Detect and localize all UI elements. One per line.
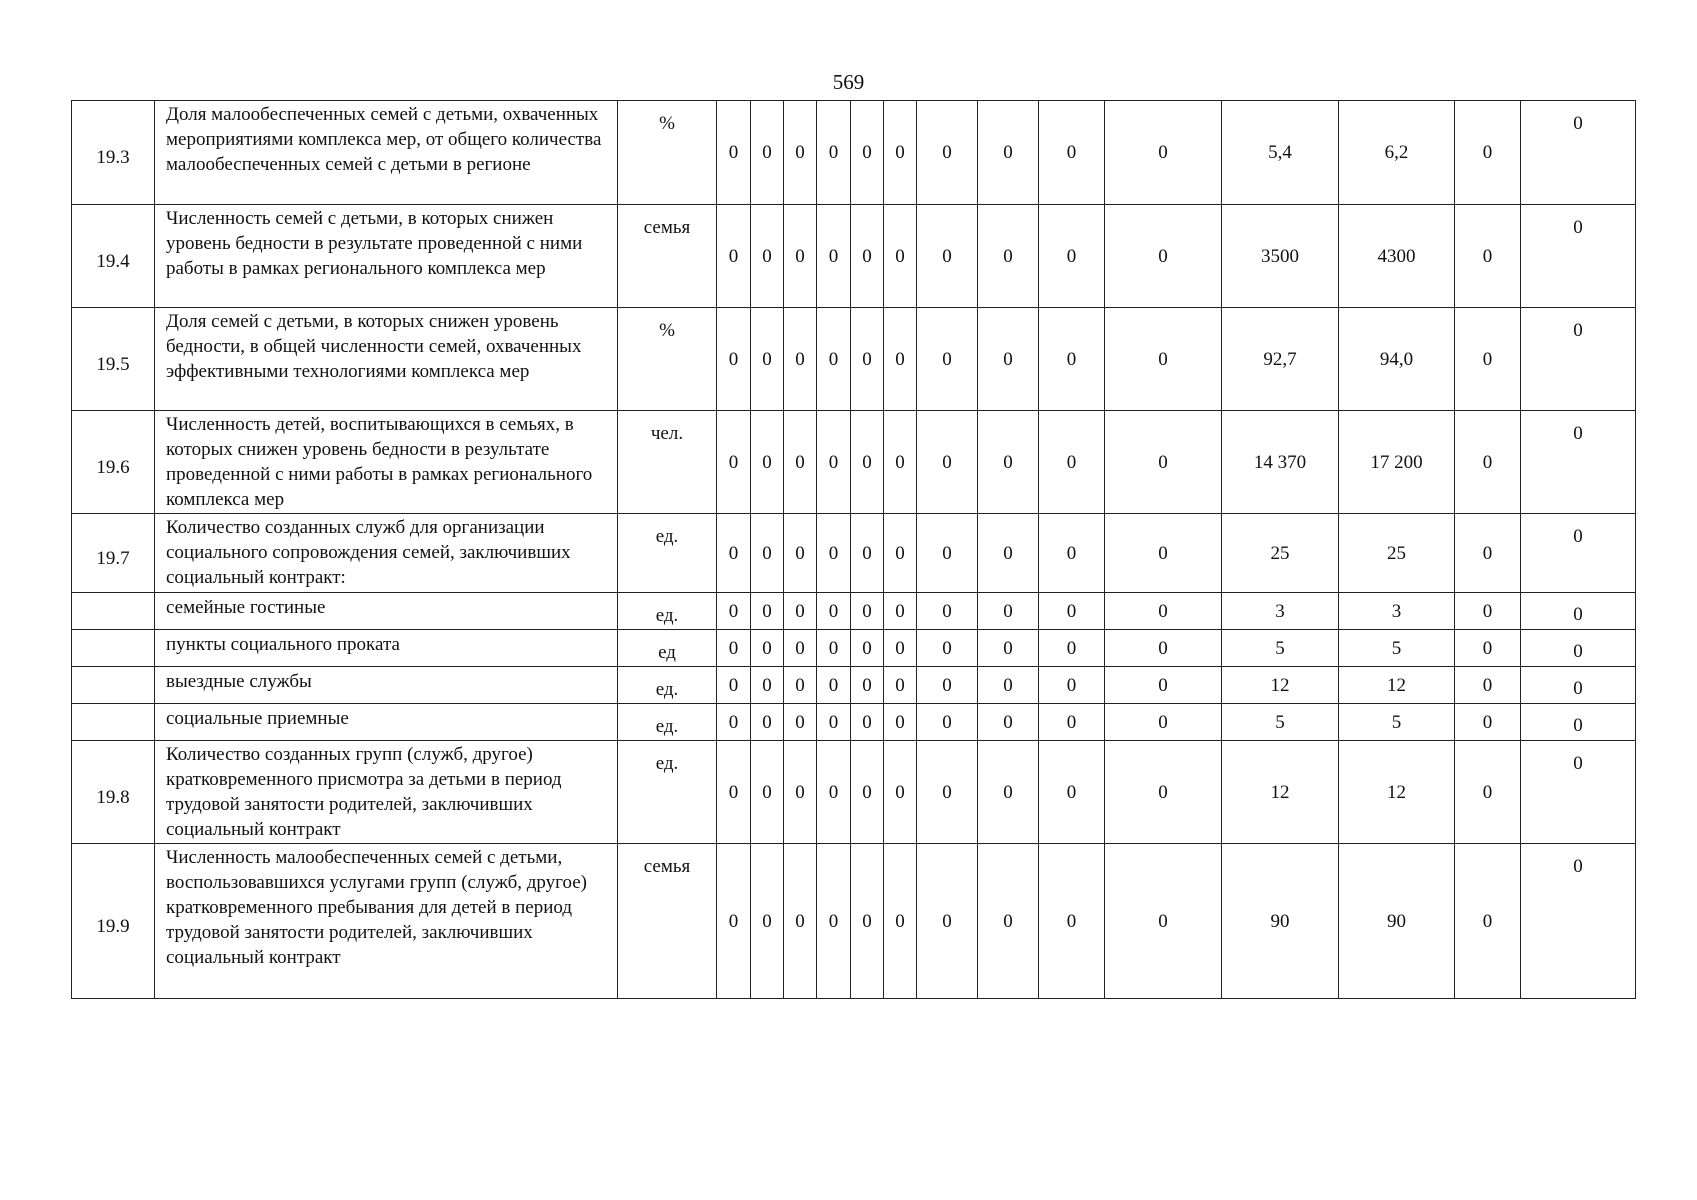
value-cell-last: 0 — [1521, 514, 1636, 593]
value-cell: 0 — [1105, 704, 1222, 741]
value-cell: 0 — [1455, 593, 1521, 630]
value-cell: 0 — [884, 308, 917, 411]
unit-of-measure: ед. — [618, 514, 717, 593]
value-cell: 0 — [851, 308, 884, 411]
indicator-name: Численность детей, воспитывающихся в семьях, в которых снижен уровень бедности в результате проведенной с ними работы в рамках регионального комплекса мер — [155, 411, 618, 514]
value-cell: 0 — [817, 411, 851, 514]
unit-of-measure: ед. — [618, 741, 717, 844]
value-cell: 0 — [917, 844, 978, 999]
value-cell: 0 — [884, 630, 917, 667]
value-cell-last: 0 — [1521, 630, 1636, 667]
value-cell: 0 — [817, 667, 851, 704]
value-cell: 0 — [717, 101, 751, 205]
value-cell-last: 0 — [1521, 411, 1636, 514]
value-cell: 0 — [784, 308, 817, 411]
value-cell: 6,2 — [1339, 101, 1455, 205]
value-cell-last: 0 — [1521, 593, 1636, 630]
value-cell: 0 — [817, 630, 851, 667]
value-cell: 0 — [1455, 667, 1521, 704]
value-cell: 0 — [884, 593, 917, 630]
value-cell: 0 — [884, 741, 917, 844]
value-cell: 0 — [1455, 101, 1521, 205]
value-cell: 0 — [1455, 630, 1521, 667]
value-cell: 0 — [784, 630, 817, 667]
value-cell: 0 — [978, 514, 1039, 593]
value-cell: 0 — [884, 667, 917, 704]
value-cell: 0 — [851, 704, 884, 741]
unit-of-measure: чел. — [618, 411, 717, 514]
value-cell: 0 — [1105, 630, 1222, 667]
value-cell: 0 — [784, 741, 817, 844]
row-number: 19.5 — [72, 308, 155, 411]
value-cell: 0 — [1105, 741, 1222, 844]
value-cell: 0 — [817, 101, 851, 205]
value-cell: 0 — [1039, 593, 1105, 630]
value-cell: 0 — [884, 205, 917, 308]
value-cell: 0 — [917, 514, 978, 593]
value-cell: 0 — [978, 205, 1039, 308]
value-cell: 5 — [1222, 630, 1339, 667]
value-cell: 5,4 — [1222, 101, 1339, 205]
value-cell: 0 — [1039, 667, 1105, 704]
value-cell: 0 — [1455, 514, 1521, 593]
value-cell: 0 — [851, 411, 884, 514]
value-cell: 0 — [1039, 308, 1105, 411]
unit-of-measure: ед. — [618, 667, 717, 704]
value-cell: 0 — [717, 593, 751, 630]
value-cell: 0 — [717, 704, 751, 741]
value-cell: 0 — [978, 411, 1039, 514]
indicator-name: Доля семей с детьми, в которых снижен уровень бедности, в общей численности семей, охваченных эффективными технологиями комплекса мер — [155, 308, 618, 411]
value-cell-last: 0 — [1521, 844, 1636, 999]
value-cell: 0 — [917, 630, 978, 667]
value-cell: 0 — [717, 741, 751, 844]
value-cell: 0 — [1039, 411, 1105, 514]
value-cell: 0 — [717, 667, 751, 704]
unit-of-measure: % — [618, 101, 717, 205]
table-row — [72, 205, 1636, 308]
value-cell: 0 — [784, 667, 817, 704]
value-cell: 0 — [851, 205, 884, 308]
unit-of-measure: ед. — [618, 704, 717, 741]
indicator-name: Количество созданных служб для организации социального сопровождения семей, заключивших социальный контракт: — [155, 514, 618, 593]
value-cell: 0 — [917, 741, 978, 844]
value-cell: 0 — [784, 844, 817, 999]
value-cell: 0 — [978, 667, 1039, 704]
row-number: 19.4 — [72, 205, 155, 308]
value-cell: 25 — [1222, 514, 1339, 593]
value-cell: 0 — [751, 308, 784, 411]
row-number: 19.9 — [72, 844, 155, 999]
row-number: 19.8 — [72, 741, 155, 844]
value-cell: 0 — [1105, 308, 1222, 411]
value-cell: 0 — [1039, 630, 1105, 667]
value-cell: 0 — [884, 101, 917, 205]
value-cell: 0 — [1039, 844, 1105, 999]
value-cell-last: 0 — [1521, 667, 1636, 704]
value-cell: 0 — [851, 630, 884, 667]
value-cell: 0 — [1455, 704, 1521, 741]
indicator-name: выездные службы — [155, 667, 618, 704]
value-cell: 0 — [751, 205, 784, 308]
value-cell: 0 — [884, 411, 917, 514]
value-cell: 0 — [1105, 514, 1222, 593]
row-number — [72, 667, 155, 704]
value-cell: 0 — [884, 514, 917, 593]
value-cell: 0 — [917, 101, 978, 205]
value-cell: 12 — [1222, 667, 1339, 704]
value-cell: 0 — [751, 741, 784, 844]
value-cell: 5 — [1339, 630, 1455, 667]
value-cell: 0 — [717, 205, 751, 308]
value-cell: 0 — [917, 205, 978, 308]
value-cell-last: 0 — [1521, 205, 1636, 308]
value-cell: 0 — [784, 514, 817, 593]
unit-of-measure: ед — [618, 630, 717, 667]
value-cell: 0 — [1105, 411, 1222, 514]
table-row — [72, 593, 1636, 630]
value-cell: 0 — [851, 593, 884, 630]
indicators-table — [71, 100, 1636, 999]
value-cell: 0 — [917, 667, 978, 704]
value-cell: 0 — [917, 593, 978, 630]
table-row — [72, 630, 1636, 667]
table-row — [72, 704, 1636, 741]
value-cell: 0 — [817, 308, 851, 411]
value-cell: 25 — [1339, 514, 1455, 593]
value-cell: 0 — [1105, 101, 1222, 205]
indicator-name: социальные приемные — [155, 704, 618, 741]
value-cell: 0 — [751, 514, 784, 593]
indicator-name: Численность малообеспеченных семей с детьми, воспользовавшихся услугами групп (служб, другое) кратковременного пребывания для детей в период трудовой занятости родителей, заключивших социальный контракт — [155, 844, 618, 999]
value-cell: 0 — [978, 630, 1039, 667]
page-number: 569 — [832, 70, 865, 94]
table-body — [72, 101, 1636, 999]
value-cell: 0 — [817, 844, 851, 999]
value-cell-last: 0 — [1521, 101, 1636, 205]
value-cell-last: 0 — [1521, 704, 1636, 741]
value-cell: 0 — [717, 630, 751, 667]
value-cell: 0 — [784, 205, 817, 308]
value-cell: 0 — [917, 308, 978, 411]
value-cell: 0 — [1039, 101, 1105, 205]
value-cell: 92,7 — [1222, 308, 1339, 411]
value-cell: 0 — [884, 844, 917, 999]
value-cell: 0 — [751, 844, 784, 999]
value-cell: 0 — [751, 704, 784, 741]
value-cell-last: 0 — [1521, 741, 1636, 844]
table-row — [72, 844, 1636, 999]
value-cell: 0 — [1105, 844, 1222, 999]
value-cell: 90 — [1339, 844, 1455, 999]
value-cell: 0 — [817, 593, 851, 630]
value-cell: 3 — [1339, 593, 1455, 630]
value-cell: 12 — [1222, 741, 1339, 844]
value-cell: 12 — [1339, 667, 1455, 704]
indicator-name: Численность семей с детьми, в которых снижен уровень бедности в результате проведенной с ними работы в рамках регионального комплекса мер — [155, 205, 618, 308]
value-cell: 14 370 — [1222, 411, 1339, 514]
value-cell: 0 — [751, 667, 784, 704]
value-cell: 0 — [1039, 741, 1105, 844]
value-cell: 0 — [817, 704, 851, 741]
table-row — [72, 741, 1636, 844]
value-cell: 0 — [717, 308, 751, 411]
value-cell: 0 — [851, 844, 884, 999]
value-cell: 0 — [817, 205, 851, 308]
value-cell: 0 — [817, 741, 851, 844]
row-number: 19.6 — [72, 411, 155, 514]
unit-of-measure: % — [618, 308, 717, 411]
value-cell: 0 — [751, 630, 784, 667]
indicator-name: Количество созданных групп (служб, другое) кратковременного присмотра за детьми в период трудовой занятости родителей, заключивших социальный контракт — [155, 741, 618, 844]
value-cell: 5 — [1339, 704, 1455, 741]
value-cell: 0 — [1105, 205, 1222, 308]
table-row — [72, 514, 1636, 593]
value-cell: 94,0 — [1339, 308, 1455, 411]
value-cell: 0 — [1105, 667, 1222, 704]
table-row — [72, 101, 1636, 205]
row-number — [72, 704, 155, 741]
value-cell: 0 — [751, 411, 784, 514]
value-cell: 17 200 — [1339, 411, 1455, 514]
value-cell: 0 — [784, 411, 817, 514]
value-cell: 0 — [884, 704, 917, 741]
value-cell: 0 — [978, 844, 1039, 999]
value-cell: 0 — [1455, 205, 1521, 308]
value-cell: 0 — [1455, 741, 1521, 844]
indicator-name: пункты социального проката — [155, 630, 618, 667]
row-number: 19.7 — [72, 514, 155, 593]
value-cell: 4300 — [1339, 205, 1455, 308]
value-cell: 0 — [1105, 593, 1222, 630]
value-cell: 0 — [978, 101, 1039, 205]
value-cell: 0 — [1455, 844, 1521, 999]
value-cell: 0 — [751, 101, 784, 205]
unit-of-measure: семья — [618, 205, 717, 308]
value-cell: 0 — [978, 308, 1039, 411]
row-number — [72, 593, 155, 630]
value-cell: 0 — [784, 593, 817, 630]
value-cell: 0 — [1455, 411, 1521, 514]
row-number — [72, 630, 155, 667]
value-cell: 5 — [1222, 704, 1339, 741]
value-cell: 0 — [851, 514, 884, 593]
value-cell: 12 — [1339, 741, 1455, 844]
value-cell: 0 — [1455, 308, 1521, 411]
value-cell: 0 — [784, 101, 817, 205]
value-cell: 0 — [978, 741, 1039, 844]
value-cell: 0 — [1039, 205, 1105, 308]
value-cell: 3500 — [1222, 205, 1339, 308]
indicator-name: семейные гостиные — [155, 593, 618, 630]
value-cell: 90 — [1222, 844, 1339, 999]
value-cell: 3 — [1222, 593, 1339, 630]
table-row — [72, 411, 1636, 514]
value-cell: 0 — [784, 704, 817, 741]
table-row — [72, 667, 1636, 704]
value-cell: 0 — [717, 514, 751, 593]
value-cell: 0 — [917, 411, 978, 514]
value-cell: 0 — [917, 704, 978, 741]
value-cell: 0 — [1039, 514, 1105, 593]
value-cell: 0 — [978, 704, 1039, 741]
table-row — [72, 308, 1636, 411]
row-number: 19.3 — [72, 101, 155, 205]
indicator-name: Доля малообеспеченных семей с детьми, охваченных мероприятиями комплекса мер, от общего количества малообеспеченных семей с детьми в регионе — [155, 101, 618, 205]
value-cell: 0 — [851, 741, 884, 844]
unit-of-measure: ед. — [618, 593, 717, 630]
value-cell-last: 0 — [1521, 308, 1636, 411]
value-cell: 0 — [851, 667, 884, 704]
value-cell: 0 — [717, 844, 751, 999]
value-cell: 0 — [1039, 704, 1105, 741]
unit-of-measure: семья — [618, 844, 717, 999]
value-cell: 0 — [851, 101, 884, 205]
value-cell: 0 — [817, 514, 851, 593]
value-cell: 0 — [717, 411, 751, 514]
value-cell: 0 — [751, 593, 784, 630]
value-cell: 0 — [978, 593, 1039, 630]
